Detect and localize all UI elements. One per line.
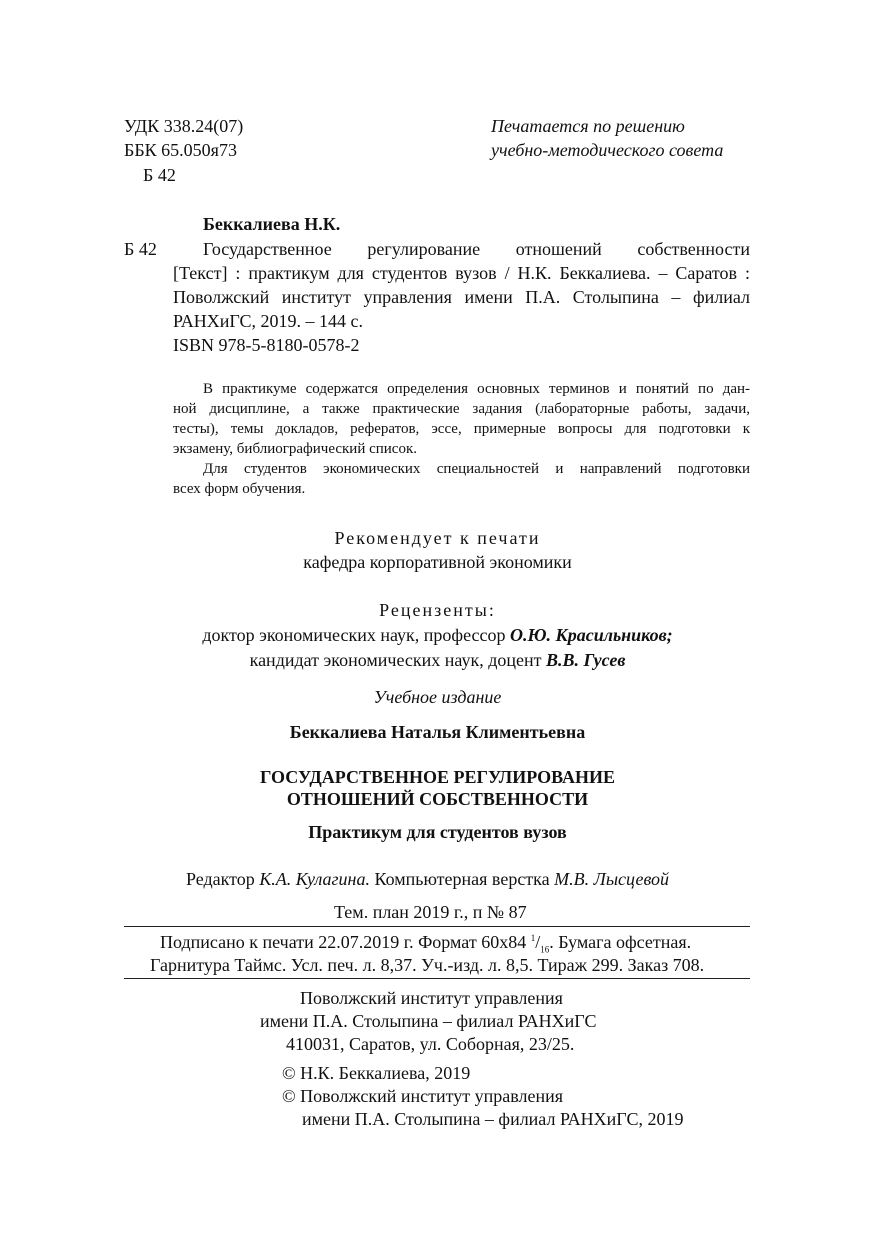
abstract-line-6: всех форм обучения.	[173, 481, 306, 497]
format-fraction-numerator: 1	[530, 933, 536, 943]
format-fraction-slash: /	[535, 932, 541, 952]
reviewer-2-name: В.В. Гусев	[546, 650, 626, 670]
abstract-line-4: экзамену, библиографический список.	[173, 441, 418, 457]
layout-label: Компьютерная верстка	[369, 869, 555, 889]
reviewer-1-name: О.Ю. Красильников;	[510, 625, 673, 645]
publisher-address: 410031, Саратов, ул. Соборная, 23/25.	[286, 1034, 575, 1054]
author-full-name: Беккалиева Наталья Климентьевна	[289, 722, 586, 742]
abstract-line-5: Для студентов экономических специальностей и направлений подготовки	[203, 461, 750, 477]
format-fraction-denominator: 16	[540, 944, 550, 955]
book-title-line-2: ОТНОШЕНИЙ СОБСТВЕННОСТИ	[286, 789, 589, 809]
udk-code: УДК 338.24(07)	[124, 116, 244, 136]
reviewer-1	[0, 623, 875, 647]
printing-line-1	[160, 930, 691, 954]
editor-name: К.А. Кулагина.	[259, 869, 370, 889]
reviewer-2-title: кандидат экономических наук, доцент	[249, 650, 546, 670]
printing-signed: Подписано к печати 22.07.2019 г. Формат 60х84	[160, 932, 531, 952]
edition-type: Учебное издание	[373, 687, 502, 707]
editor-label: Редактор	[186, 869, 260, 889]
bib-line-4: РАНХиГС, 2019. – 144 с.	[173, 311, 364, 331]
layout-name: М.В. Лысцевой	[554, 869, 670, 889]
reviewers-title: Рецензенты:	[379, 600, 496, 620]
bbk-code: ББК 65.050я73	[124, 140, 237, 160]
printing-line-2: Гарнитура Таймс. Усл. печ. л. 8,37. Уч.-изд. л. 8,5. Тираж 299. Заказ 708.	[150, 955, 705, 975]
divider-bottom	[124, 978, 750, 979]
isbn: ISBN 978-5-8180-0578-2	[173, 335, 360, 355]
abstract-line-1: В практикуме содержатся определения основных терминов и понятий по дан-	[203, 381, 750, 397]
copyright-publisher-line-2: имени П.А. Столыпина – филиал РАНХиГС, 2019	[302, 1109, 684, 1129]
book-subtitle: Практикум для студентов вузов	[308, 822, 567, 842]
divider-top	[124, 926, 750, 927]
copyright-publisher-line-1: © Поволжский институт управления	[282, 1086, 564, 1106]
thematic-plan: Тем. план 2019 г., п № 87	[334, 902, 527, 922]
printing-paper: . Бумага офсетная.	[549, 932, 692, 952]
bib-line-1: Государственное регулирование отношений собственности	[203, 239, 750, 259]
author-mark: Б 42	[143, 165, 176, 185]
abstract-line-3: тесты), темы докладов, рефератов, эссе, примерные вопросы для подготовки к	[173, 421, 750, 437]
reviewer-1-title: доктор экономических наук, профессор	[202, 625, 510, 645]
author-heading: Беккалиева Н.К.	[203, 214, 341, 234]
recommendation-title: Рекомендует к печати	[334, 528, 541, 548]
publisher-line-2: имени П.А. Столыпина – филиал РАНХиГС	[260, 1011, 597, 1031]
credits-line	[186, 867, 669, 891]
abstract-line-2: ной дисциплине, а также практические задания (лабораторные работы, задачи,	[173, 401, 750, 417]
reviewer-2	[0, 648, 875, 672]
recommendation-department: кафедра корпоративной экономики	[303, 552, 572, 572]
approval-line-2: учебно-методического совета	[491, 140, 724, 160]
publisher-line-1: Поволжский институт управления	[300, 988, 563, 1008]
bib-line-2: [Текст] : практикум для студентов вузов / Н.К. Беккалиева. – Саратов :	[173, 263, 750, 283]
book-title-line-1: ГОСУДАРСТВЕННОЕ РЕГУЛИРОВАНИЕ	[260, 767, 615, 787]
copyright-author: © Н.К. Беккалиева, 2019	[282, 1063, 471, 1083]
approval-line-1: Печатается по решению	[491, 116, 685, 136]
bib-index: Б 42	[124, 239, 157, 259]
bib-line-3: Поволжский институт управления имени П.А. Столыпина – филиал	[173, 287, 750, 307]
